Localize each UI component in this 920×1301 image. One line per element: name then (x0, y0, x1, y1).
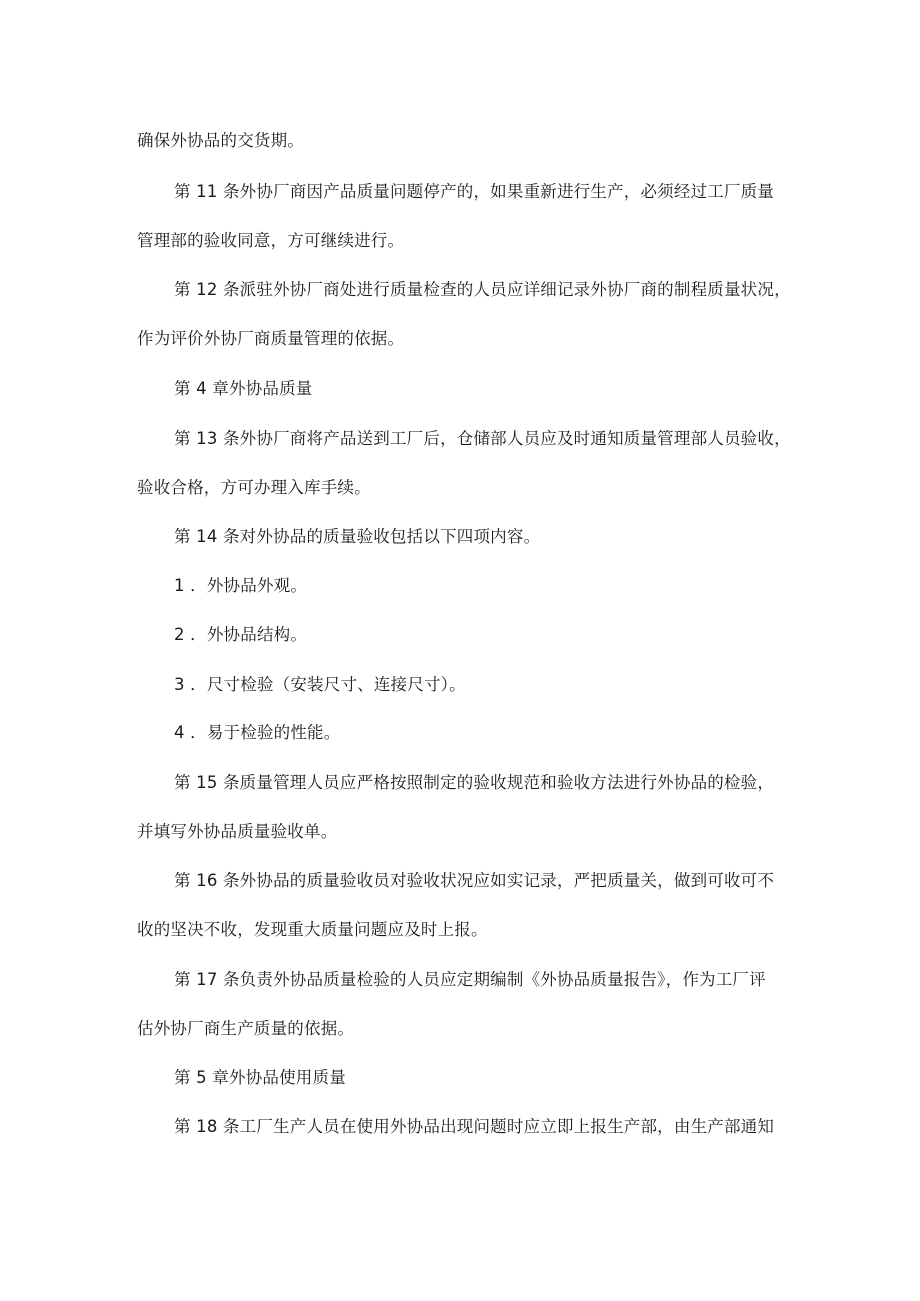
article-14-line: 第 14 条对外协品的质量验收包括以下四项内容。 (174, 527, 541, 546)
list-item-2: 2 ．外协品结构。 (174, 625, 308, 644)
article-16-line-1: 第 16 条外协品的质量验收员对验收状况应如实记录，严把质量关，做到可收可不 (174, 871, 775, 890)
article-17-line-2: 估外协厂商生产质量的依据。 (137, 1019, 355, 1038)
article-15-line-1: 第 15 条质量管理人员应严格按照制定的验收规范和验收方法进行外协品的检验， (174, 773, 775, 792)
chapter-4-heading: 第 4 章外协品质量 (174, 379, 313, 398)
article-18-line-1: 第 18 条工厂生产人员在使用外协品出现问题时应立即上报生产部，由生产部通知 (174, 1117, 775, 1136)
chapter-5-heading: 第 5 章外协品使用质量 (174, 1068, 346, 1087)
article-12-line-1: 第 12 条派驻外协厂商处进行质量检查的人员应详细记录外协厂商的制程质量状况， (174, 280, 791, 299)
article-13-line-2: 验收合格，方可办理入库手续。 (137, 478, 371, 497)
list-item-1: 1 ．外协品外观。 (174, 576, 308, 595)
list-item-4: 4 ．易于检验的性能。 (174, 723, 341, 742)
article-11-line-2: 管理部的验收同意，方可继续进行。 (137, 231, 405, 250)
article-11-line-1: 第 11 条外协厂商因产品质量问题停产的，如果重新进行生产，必须经过工厂质量 (174, 182, 775, 201)
article-12-line-2: 作为评价外协厂商质量管理的依据。 (137, 329, 405, 348)
list-item-3: 3 ．尺寸检验（安装尺寸、连接尺寸）。 (174, 675, 466, 694)
article-15-line-2: 并填写外协品质量验收单。 (137, 822, 338, 841)
article-16-line-2: 收的坚决不收，发现重大质量问题应及时上报。 (137, 920, 488, 939)
article-17-line-1: 第 17 条负责外协品质量检验的人员应定期编制《外协品质量报告》，作为工厂评 (174, 970, 766, 989)
text-line: 确保外协品的交货期。 (137, 131, 304, 150)
article-13-line-1: 第 13 条外协厂商将产品送到工厂后，仓储部人员应及时通知质量管理部人员验收， (174, 429, 791, 448)
